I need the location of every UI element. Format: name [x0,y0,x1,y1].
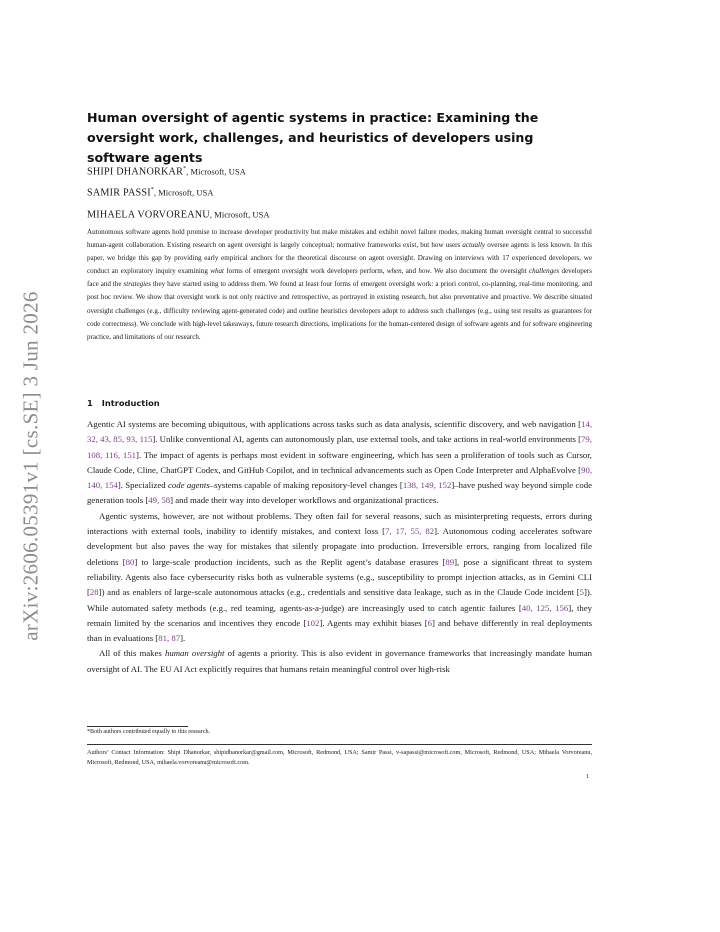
emphasis-text: human oversight [164,648,225,659]
citation-link[interactable]: 81, 87 [158,633,181,644]
footnote-rule [87,726,188,727]
author-line [87,160,270,181]
citation-link[interactable]: 79, 108, 116, 151 [87,434,592,460]
emphasis-text: code agents [168,480,210,491]
section-title: Introduction [101,398,160,408]
citation-link[interactable]: 90, 140, 154 [87,464,592,491]
citation-link[interactable]: 14, 32, 43, 85, 93, 115 [87,419,592,445]
author-list [87,160,270,224]
page-number: 1 [586,773,590,780]
citation-link[interactable]: 28 [89,587,99,598]
citation-link[interactable]: 49, 58 [148,495,171,506]
author-affiliation: , Microsoft, USA [209,209,270,220]
citation-link[interactable]: 40, 125, 156 [521,602,569,613]
author-name: SAMIR PASSI [87,187,151,199]
author-mark: * [150,187,154,194]
paragraph: All of this makes human oversight of agents a priority. This is also evident in governance frameworks that increasingly mandate human oversight of AI. The EU AI Act explicitly requires that humans retain meaningful control over high-risk [87,648,593,674]
citation-link[interactable]: 6 [427,617,433,628]
author-line [87,181,270,202]
citation-link[interactable]: 102 [306,617,320,628]
author-affiliation: , Microsoft, USA [186,166,246,177]
emphasis-text: when [386,267,402,276]
citation-link[interactable]: 89 [445,556,455,567]
emphasis-text: what [210,267,224,276]
arxiv-stamp [16,268,46,663]
citation-link[interactable]: 138, 149, 152 [402,480,452,491]
author-mark: * [183,166,187,172]
citation-link[interactable]: 80 [125,556,135,567]
citation-link[interactable]: 7, 17, 55, 82 [385,526,435,537]
author-affiliation: , Microsoft, USA [153,187,214,198]
arxiv-stamp-text: arXiv:2606.05391v1 [cs.SE] 3 Jun 2026 [18,290,43,641]
contact-information: Authors’ Contact Information: Shipi Dhanorkar, shipidhanorkar@gmail.com, Microsoft, Redmond, USA; Samir Passi, v-sapassi@microsoft.com, Microsoft, Redmond, USA; Mihaela Vorvoreanu, Microsoft, Redmond, USA, mihaela.vorvoreanu@microsoft.com. [87,749,592,766]
author-name: MIHAELA VORVOREANU [87,209,210,221]
author-name: SHIPI DHANORKAR [87,166,184,178]
contact-rule [87,744,592,745]
citation-link[interactable]: 5 [579,587,584,598]
footnote: *Both authors contributed equally to this research. [87,729,211,735]
paragraph: Agentic AI systems are becoming ubiquitous, with applications across tasks such as data analysis, scientific discovery, and web navigation [14, 32, 43, 85, 93, 115]. Unlike conventional AI, agents can autonomously plan, use external tools, and take actions in real-world environments [79, 108, 116, 151]. The impact of agents is perhaps most evident in software engineering, which has seen a proliferation of tools such as Cursor, Claude Code, Cline, ChatGPT Codex, and GitHub Copilot, and in technical advancements such as Open Code Interpreter and AlphaEvolve [90, 140, 154]. Specialized code agents–systems capable of making repository-level changes [138, 149, 152]–have pushed way beyond simple code generation tools [49, 58] and made their way into developer workflows and organizational practices. [87,419,593,506]
paragraph: Agentic systems, however, are not without problems. They often fail for several reasons, such as misinterpreting requests, errors during interactions with external tools, inability to identify mistakes, and context loss [7, 17, 55, 82]. Autonomous coding accelerates software development but also paves the way for mistakes that silently propagate into production. Irreversible errors, ranging from localized file deletions [80] to large-scale production incidents, such as the Replit agent’s database erasures [89], pose a significant threat to system reliability. Agents also face cybersecurity risks both as vulnerable systems (e.g., susceptibility to prompt injection attacks, as in Gemini CLI [28]) and as enablers of large-scale autonomous attacks (e.g., credentials and sensitive data leakage, such as in the Claude Code incident [5]). While automated safety methods (e.g., red teaming, agents-as-a-judge) are increasingly used to catch agentic failures [40, 125, 156], they remain limited by the scenarios and incentives they encode [102]. Agents may exhibit biases [6] and behave differently in real deployments than in evaluations [81, 87]. [87,510,593,644]
section-number: 1 [87,398,93,408]
section-heading [87,398,160,408]
section-body [87,417,592,677]
emphasis-text: actually [462,241,486,250]
emphasis-text: strategies [123,280,151,289]
emphasis-text: challenges [528,267,560,276]
paper-title: Human oversight of agentic systems in practice: Examining the oversight work, challenges, and heuristics of developers using software agents [87,110,539,165]
abstract: Autonomous software agents hold promise to increase developer productivity but make mistakes and exhibit novel failure modes, making human oversight central to successful human-agent collaboration. Existing research on agent oversight is largely conceptual; normative frameworks exist, but how users actually oversee agents is less known. In this paper, we bridge this gap by providing early empirical anchors for the theoretical discourse on agent oversight. Drawing on interviews with 17 experienced developers, we conduct an exploratory inquiry examining what forms of emergent oversight work developers perform, when, and how. We also document the oversight challenges developers face and the strategies they have started using to address them. We found at least four forms of emergent oversight work: a priori control, co-planning, real-time monitoring, and post hoc review. We show that oversight work is not only reactive and retrospective, as portrayed in existing research, but also preventative and proactive. We describe situated oversight challenges (e.g., difficulty reviewing agent-generated code) and outline heuristics developers adopt to address such challenges (e.g., using test results as guarantees for code correctness). We conclude with high-level takeaways, future research directions, implications for the human-centered design of software agents and for software engineering practice, and limitations of our research. [87,228,592,341]
author-line [87,203,270,224]
emphasis-text: how [418,267,431,276]
